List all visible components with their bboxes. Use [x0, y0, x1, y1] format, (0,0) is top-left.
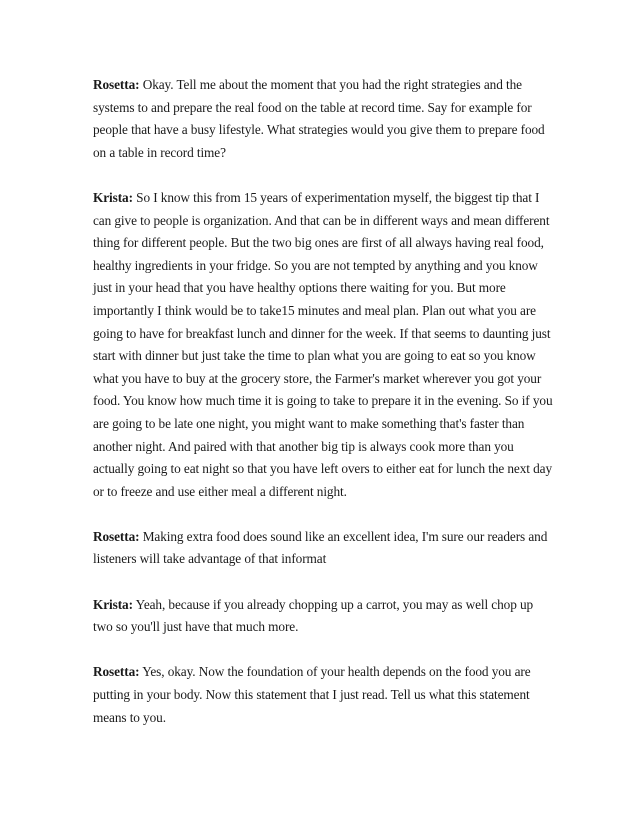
transcript-paragraph-rosetta-1 [93, 74, 553, 164]
paragraph-text: Yeah, because if you already chopping up a carrot, you may as well chop up two so you'll just have that much more. [93, 596, 534, 635]
transcript-paragraph-krista-1 [93, 187, 553, 503]
document-page [93, 74, 553, 752]
speaker-label: Krista: [93, 596, 133, 612]
speaker-label: Krista: [93, 189, 133, 205]
paragraph-text: So I know this from 15 years of experimentation myself, the biggest tip that I can give to people is organization. And that can be in different ways and mean different thing for different people. But the two big ones are first of all always having real food, healthy ingredients in your fridge. So you are not tempted by anything and you know just in your head that you have healthy options there waiting for you. But more importantly I think would be to take15 minutes and meal plan. Plan out what you are going to have for breakfast lunch and dinner for the week. If that seems to daunting just start with dinner but just take the time to plan what you are going to eat so you know what you have to buy at the grocery store, the Farmer's market wherever you got your food. You know how much time it is going to take to prepare it in the evening. So if you are going to be late one night, you might want to make something that's faster than another night. And paired with that another big tip is always cook more than you actually going to eat night so that you have left overs to either eat for lunch the next day or to freeze and use either meal a different night. [93, 189, 553, 499]
transcript-paragraph-rosetta-2 [93, 526, 553, 571]
transcript-paragraph-krista-2 [93, 594, 553, 639]
transcript-paragraph-rosetta-3 [93, 661, 553, 729]
paragraph-text: Making extra food does sound like an excellent idea, I'm sure our readers and listeners will take advantage of that informat [93, 528, 548, 567]
paragraph-text: Yes, okay. Now the foundation of your health depends on the food you are putting in your body. Now this statement that I just read. Tell us what this statement means to you. [93, 664, 531, 725]
speaker-label: Rosetta: [93, 664, 140, 680]
paragraph-text: Okay. Tell me about the moment that you had the right strategies and the systems to and prepare the real food on the table at record time. Say for example for people that have a busy lifestyle. What strategies would you give them to prepare food on a table in record time? [93, 77, 545, 160]
speaker-label: Rosetta: [93, 77, 140, 92]
speaker-label: Rosetta: [93, 528, 140, 544]
